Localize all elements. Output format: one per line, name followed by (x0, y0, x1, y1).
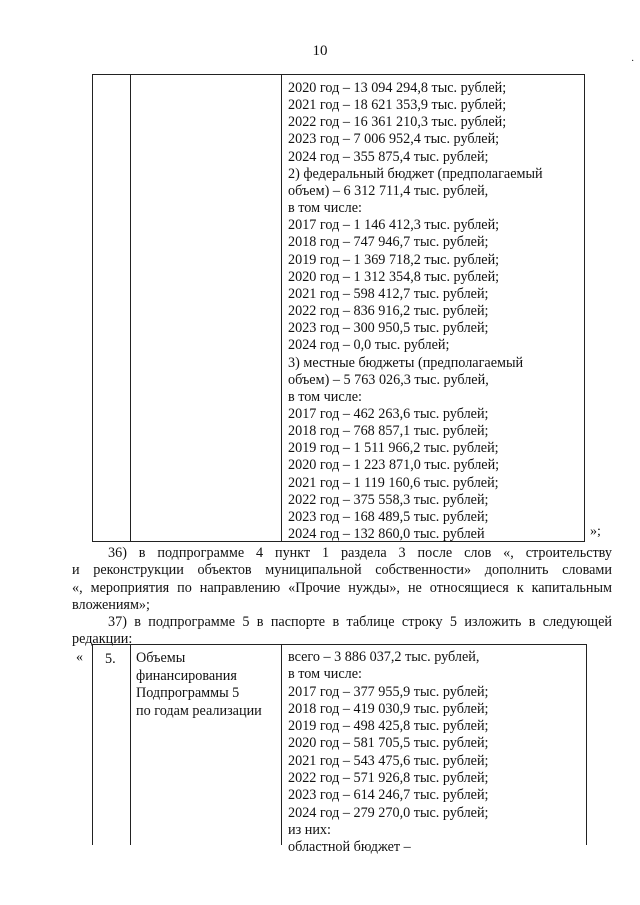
table-line: 2021 год – 598 412,7 тыс. рублей; (288, 285, 489, 302)
closing-quote: »; (590, 524, 601, 539)
table-line: 2023 год – 614 246,7 тыс. рублей; (288, 787, 489, 804)
table-column-divider (130, 75, 131, 541)
table-line: 3) местные бюджеты (предполагаемый (288, 354, 524, 371)
row-name-line: по годам реализации (136, 702, 262, 719)
table-line: 2021 год – 18 621 353,9 тыс. рублей; (288, 97, 507, 114)
table-line: 2023 год – 300 950,5 тыс. рублей; (288, 320, 489, 337)
table-line: в том числе: (288, 200, 362, 217)
table-line: 2019 год – 498 425,8 тыс. рублей; (288, 718, 489, 735)
table-column-divider (130, 645, 131, 845)
table-line: 2018 год – 419 030,9 тыс. рублей; (288, 700, 489, 717)
funding-values-cell (288, 80, 578, 543)
row-name-line: финансирования (136, 667, 237, 684)
paragraph-36 (72, 545, 612, 615)
table-line: 2018 год – 747 946,7 тыс. рублей; (288, 234, 489, 251)
table-line: 2024 год – 0,0 тыс. рублей; (288, 337, 450, 354)
table-column-divider (281, 645, 282, 845)
table-line: в том числе: (288, 388, 362, 405)
table-line: 2019 год – 1 511 966,2 тыс. рублей; (288, 440, 499, 457)
table-line: 2023 год – 168 489,5 тыс. рублей; (288, 508, 489, 525)
page-number: 10 (312, 43, 328, 59)
table-line: 2022 год – 16 361 210,3 тыс. рублей; (288, 114, 507, 131)
table-line: в том числе: (288, 666, 362, 683)
paragraph-line: редакции: (72, 631, 133, 648)
table-line: 2017 год – 1 146 412,3 тыс. рублей; (288, 217, 500, 234)
row-name-line: Объемы (136, 650, 186, 666)
table-line: 2) федеральный бюджет (предполагаемый (288, 165, 543, 182)
corner-mark: · (631, 56, 635, 67)
paragraph-line: вложениям»; (72, 597, 150, 614)
table-line: объем) – 6 312 711,4 тыс. рублей, (288, 182, 489, 199)
paragraph-line: 37) в подпрограмме 5 в паспорте в таблице строку 5 изложить в следующей (108, 614, 612, 630)
table-line: 2020 год – 13 094 294,8 тыс. рублей; (288, 80, 507, 96)
table-line: 2018 год – 768 857,1 тыс. рублей; (288, 423, 489, 440)
table-line: из них: (288, 821, 331, 838)
table-line: 2019 год – 1 369 718,2 тыс. рублей; (288, 251, 500, 268)
table-line: областной бюджет – (288, 839, 411, 856)
table-line: 2021 год – 543 475,6 тыс. рублей; (288, 752, 489, 769)
table-line: 2020 год – 581 705,5 тыс. рублей; (288, 735, 489, 752)
table-line: всего – 3 886 037,2 тыс. рублей, (288, 649, 480, 665)
table-line: 2024 год – 279 270,0 тыс. рублей; (288, 804, 489, 821)
row-name-line: Подпрограммы 5 (136, 685, 240, 701)
table-column-divider (281, 75, 282, 541)
table-line: 2020 год – 1 223 871,0 тыс. рублей; (288, 457, 500, 474)
paragraph-line: 36) в подпрограмме 4 пункт 1 раздела 3 после слов «, строительству (108, 545, 612, 561)
row-values-cell (288, 649, 489, 857)
table-line: 2017 год – 377 955,9 тыс. рублей; (288, 683, 489, 700)
row-name-cell (136, 650, 262, 720)
table-line: 2017 год – 462 263,6 тыс. рублей; (288, 405, 489, 422)
table-line: 2023 год – 7 006 952,4 тыс. рублей; (288, 131, 500, 148)
table-line: 2022 год – 836 916,2 тыс. рублей; (288, 303, 489, 320)
table-line: 2022 год – 571 926,8 тыс. рублей; (288, 770, 489, 787)
paragraph-line: и реконструкции объектов муниципальной собственности» дополнить словами (72, 562, 612, 579)
table-line: 2020 год – 1 312 354,8 тыс. рублей; (288, 268, 500, 285)
table-line: 2024 год – 355 875,4 тыс. рублей; (288, 148, 489, 165)
opening-quote: « (76, 650, 83, 665)
funding-table-continued (92, 74, 585, 542)
table-line: 2024 год – 132 860,0 тыс. рублей (288, 526, 485, 543)
table-line: 2021 год – 1 119 160,6 тыс. рублей; (288, 474, 499, 491)
row-number: 5. (105, 651, 116, 667)
paragraph-line: «, мероприятия по направлению «Прочие нужды», не относящиеся к капитальным (72, 579, 612, 596)
table-line: 2022 год – 375 558,3 тыс. рублей; (288, 491, 489, 508)
table-line: объем) – 5 763 026,3 тыс. рублей, (288, 371, 489, 388)
subprogram-5-table (92, 644, 587, 856)
